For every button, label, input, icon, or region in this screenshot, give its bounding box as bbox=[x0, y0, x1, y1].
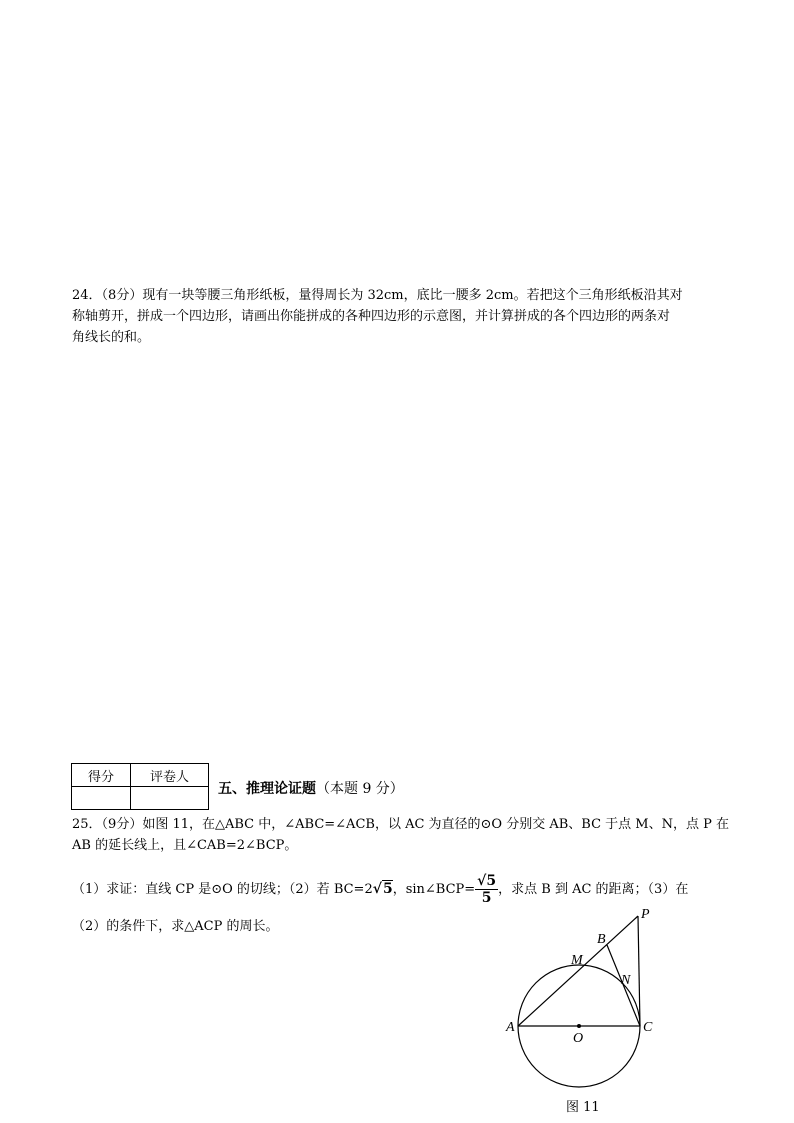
label-c: C bbox=[643, 1020, 653, 1035]
q25-line-3-part-b: ，sin∠BCP= bbox=[392, 882, 476, 897]
q25-line-3-part-a: （1）求证：直线 CP 是⊙O 的切线；（2）若 BC=2 bbox=[72, 882, 373, 897]
section-heading bbox=[218, 779, 404, 799]
sqrt-symbol: √ bbox=[372, 881, 382, 897]
fraction-numerator: √5 bbox=[477, 873, 497, 889]
q25-line-3-part-c: ，求点 B 到 AC 的距离；（3）在 bbox=[498, 882, 689, 897]
label-b: B bbox=[597, 932, 606, 947]
figure-11 bbox=[500, 905, 700, 1095]
q25-line-3 bbox=[72, 873, 688, 906]
label-o: O bbox=[573, 1031, 584, 1046]
label-n: N bbox=[621, 973, 631, 988]
grader-header: 评卷人 bbox=[131, 764, 209, 787]
q25-line-1: 25．（9分）如图 11，在△ABC 中，∠ABC=∠ACB，以 AC 为直径的⊙O 分别交 AB、BC 于点 M、N，点 P 在 bbox=[72, 817, 730, 832]
section-title: 五、推理论证题 bbox=[218, 781, 316, 797]
score-table bbox=[71, 763, 209, 810]
label-p: P bbox=[641, 907, 650, 922]
fraction-denominator: 5 bbox=[481, 890, 492, 906]
segment-ap bbox=[518, 916, 638, 1026]
section-note: （本题 9 分） bbox=[316, 781, 404, 797]
grader-cell[interactable] bbox=[131, 787, 209, 810]
sqrt-5 bbox=[373, 880, 393, 897]
q25-line-4: （2）的条件下，求△ACP 的周长。 bbox=[72, 919, 279, 934]
q24-line-1: 24．（8分）现有一块等腰三角形纸板，量得周长为 32cm，底比一腰多 2cm。若把这个三角形纸板沿其对 bbox=[72, 288, 683, 303]
sqrt-radicand: 5 bbox=[382, 881, 393, 897]
score-cell[interactable] bbox=[72, 787, 131, 810]
q24-line-2: 称轴剪开，拼成一个四边形，请画出你能拼成的各种四边形的示意图，并计算拼成的各个四边形的两条对 bbox=[72, 309, 671, 324]
label-a: A bbox=[506, 1020, 515, 1035]
q24-line-3: 角线长的和。 bbox=[72, 330, 151, 345]
score-header: 得分 bbox=[72, 764, 131, 787]
figure-caption: 图 11 bbox=[566, 1100, 600, 1115]
center-point-o bbox=[577, 1024, 581, 1028]
q25-line-2: AB 的延长线上，且∠CAB=2∠BCP。 bbox=[72, 838, 298, 853]
label-m: M bbox=[571, 953, 583, 968]
fraction-sqrt5-over-5 bbox=[475, 873, 498, 906]
